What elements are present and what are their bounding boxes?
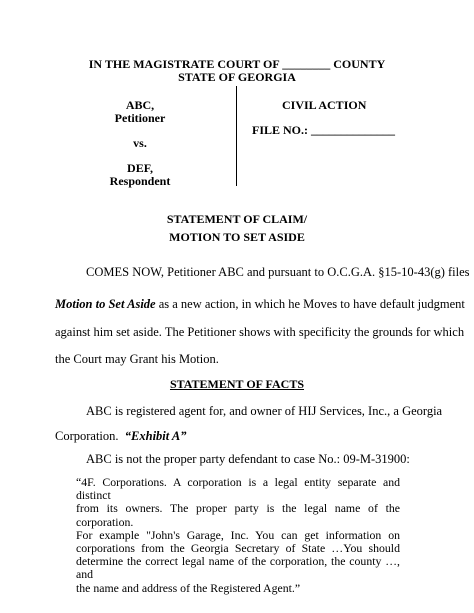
facts-para1-line1: ABC is registered agent for, and owner of HIJ Services, Inc., a Georgia xyxy=(86,404,443,418)
quote-line: For example "John's Garage, Inc. You can get information on xyxy=(76,527,400,542)
intro-line-1: COMES NOW, Petitioner ABC and pursuant to O.C.G.A. §15-10-43(g) files xyxy=(86,265,470,279)
quote-line: corporations from the Georgia Secretary of State …You should xyxy=(76,541,400,556)
document-title-line1: STATEMENT OF CLAIM/ xyxy=(166,212,308,226)
quote-line: the name and address of the Registered Agent.” xyxy=(76,580,301,595)
intro-line-2-rest: as a new action, in which he Moves to have default judgment xyxy=(155,297,465,311)
intro-line-2 xyxy=(55,297,465,312)
respondent-name: DEF, xyxy=(127,161,153,175)
caption-divider xyxy=(236,86,237,186)
court-line: IN THE MAGISTRATE COURT OF ________ COUNTY xyxy=(88,57,386,71)
civil-action-label: CIVIL ACTION xyxy=(282,98,367,112)
quote-line: determine the correct legal name of the corporation, the county …, and xyxy=(76,554,400,582)
quoted-rule-block xyxy=(76,476,400,595)
quote-line: “4F. Corporations. A corporation is a legal entity separate and distinct xyxy=(76,475,400,503)
intro-line-4: the Court may Grant his Motion. xyxy=(55,352,219,366)
petitioner-role: Petitioner xyxy=(114,111,166,125)
versus-label: vs. xyxy=(133,136,147,150)
facts-para1-line2-text: Corporation. xyxy=(55,429,119,443)
document-title-line2: MOTION TO SET ASIDE xyxy=(169,230,305,244)
state-line: STATE OF GEORGIA xyxy=(178,70,296,84)
intro-line-3: against him set aside. The Petitioner shows with specificity the grounds for which xyxy=(55,325,465,339)
facts-heading: STATEMENT OF FACTS xyxy=(169,377,305,391)
petitioner-name: ABC, xyxy=(125,98,155,112)
file-number: FILE NO.: ______________ xyxy=(252,123,396,137)
facts-para2: ABC is not the proper party defendant to case No.: 09-M-31900: xyxy=(86,452,410,466)
motion-title-emphasis: Motion to Set Aside xyxy=(55,297,156,311)
quote-line: from its owners. The proper party is the legal name of the corporation. xyxy=(76,501,400,529)
facts-para1-line2 xyxy=(55,429,187,444)
respondent-role: Respondent xyxy=(109,174,171,188)
exhibit-a-reference: “Exhibit A” xyxy=(124,429,187,443)
